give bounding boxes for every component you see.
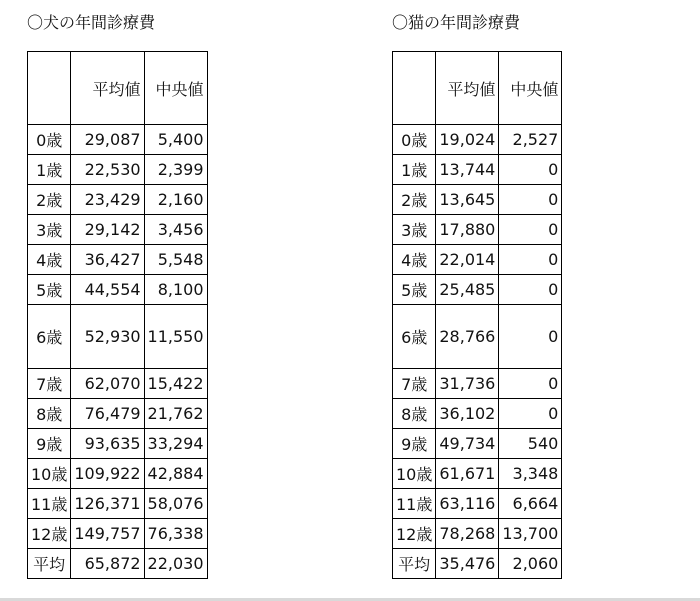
median-value: 0 bbox=[499, 215, 562, 245]
table-row bbox=[28, 125, 208, 155]
table-row bbox=[393, 215, 562, 245]
table-row bbox=[28, 369, 208, 399]
row-label: 平均 bbox=[393, 549, 436, 579]
mean-value: 35,476 bbox=[436, 549, 499, 579]
mean-value: 93,635 bbox=[71, 429, 144, 459]
median-value: 0 bbox=[499, 305, 562, 369]
mean-value: 65,872 bbox=[71, 549, 144, 579]
row-label: 3歳 bbox=[393, 215, 436, 245]
median-value: 5,400 bbox=[144, 125, 207, 155]
dog-cost-table bbox=[27, 51, 208, 579]
mean-value: 23,429 bbox=[71, 185, 144, 215]
median-value: 0 bbox=[499, 155, 562, 185]
table-row bbox=[393, 489, 562, 519]
median-value: 0 bbox=[499, 275, 562, 305]
row-label: 0歳 bbox=[393, 125, 436, 155]
mean-value: 61,671 bbox=[436, 459, 499, 489]
median-value: 8,100 bbox=[144, 275, 207, 305]
mean-value: 31,736 bbox=[436, 369, 499, 399]
row-label: 9歳 bbox=[393, 429, 436, 459]
row-label: 10歳 bbox=[28, 459, 71, 489]
row-label: 4歳 bbox=[393, 245, 436, 275]
median-value: 2,527 bbox=[499, 125, 562, 155]
median-value: 540 bbox=[499, 429, 562, 459]
row-label: 2歳 bbox=[28, 185, 71, 215]
table-row bbox=[393, 429, 562, 459]
row-label: 5歳 bbox=[393, 275, 436, 305]
mean-value: 22,530 bbox=[71, 155, 144, 185]
header-median: 中央値 bbox=[499, 52, 562, 125]
table-row bbox=[28, 275, 208, 305]
mean-value: 36,102 bbox=[436, 399, 499, 429]
table-row bbox=[393, 459, 562, 489]
median-value: 2,160 bbox=[144, 185, 207, 215]
table-row bbox=[28, 489, 208, 519]
row-label: 平均 bbox=[28, 549, 71, 579]
table-row bbox=[393, 245, 562, 275]
median-value: 11,550 bbox=[144, 305, 207, 369]
row-label: 2歳 bbox=[393, 185, 436, 215]
table-row bbox=[28, 185, 208, 215]
row-label: 7歳 bbox=[28, 369, 71, 399]
row-label: 4歳 bbox=[28, 245, 71, 275]
mean-value: 29,142 bbox=[71, 215, 144, 245]
median-value: 2,060 bbox=[499, 549, 562, 579]
header-mean: 平均値 bbox=[71, 52, 144, 125]
mean-value: 13,645 bbox=[436, 185, 499, 215]
header-mean: 平均値 bbox=[436, 52, 499, 125]
mean-value: 22,014 bbox=[436, 245, 499, 275]
table-row bbox=[28, 215, 208, 245]
median-value: 6,664 bbox=[499, 489, 562, 519]
table-row bbox=[393, 305, 562, 369]
cat-table-title: 〇猫の年間診療費 bbox=[392, 13, 521, 32]
mean-value: 19,024 bbox=[436, 125, 499, 155]
median-value: 0 bbox=[499, 185, 562, 215]
row-label: 0歳 bbox=[28, 125, 71, 155]
table-row bbox=[393, 185, 562, 215]
median-value: 5,548 bbox=[144, 245, 207, 275]
median-value: 3,348 bbox=[499, 459, 562, 489]
median-value: 15,422 bbox=[144, 369, 207, 399]
mean-value: 13,744 bbox=[436, 155, 499, 185]
median-value: 33,294 bbox=[144, 429, 207, 459]
median-value: 13,700 bbox=[499, 519, 562, 549]
median-value: 42,884 bbox=[144, 459, 207, 489]
mean-value: 36,427 bbox=[71, 245, 144, 275]
median-value: 0 bbox=[499, 399, 562, 429]
median-value: 0 bbox=[499, 369, 562, 399]
table-row bbox=[28, 399, 208, 429]
table-row bbox=[393, 155, 562, 185]
table-row bbox=[393, 369, 562, 399]
mean-value: 62,070 bbox=[71, 369, 144, 399]
table-header-row bbox=[28, 52, 208, 125]
row-label: 8歳 bbox=[28, 399, 71, 429]
mean-value: 63,116 bbox=[436, 489, 499, 519]
table-row bbox=[393, 399, 562, 429]
mean-value: 76,479 bbox=[71, 399, 144, 429]
mean-value: 29,087 bbox=[71, 125, 144, 155]
row-label: 1歳 bbox=[28, 155, 71, 185]
mean-value: 109,922 bbox=[71, 459, 144, 489]
table-row bbox=[28, 429, 208, 459]
header-age bbox=[393, 52, 436, 125]
header-median: 中央値 bbox=[144, 52, 207, 125]
table-row bbox=[393, 275, 562, 305]
row-label: 5歳 bbox=[28, 275, 71, 305]
mean-value: 44,554 bbox=[71, 275, 144, 305]
dog-table-title: 〇犬の年間診療費 bbox=[27, 13, 156, 32]
table-row bbox=[28, 155, 208, 185]
median-value: 2,399 bbox=[144, 155, 207, 185]
mean-value: 78,268 bbox=[436, 519, 499, 549]
row-label: 10歳 bbox=[393, 459, 436, 489]
row-label: 6歳 bbox=[28, 305, 71, 369]
row-label: 8歳 bbox=[393, 399, 436, 429]
row-label: 7歳 bbox=[393, 369, 436, 399]
table-header-row bbox=[393, 52, 562, 125]
mean-value: 17,880 bbox=[436, 215, 499, 245]
mean-value: 25,485 bbox=[436, 275, 499, 305]
row-label: 11歳 bbox=[393, 489, 436, 519]
table-row bbox=[28, 459, 208, 489]
median-value: 0 bbox=[499, 245, 562, 275]
row-label: 12歳 bbox=[28, 519, 71, 549]
mean-value: 28,766 bbox=[436, 305, 499, 369]
mean-value: 49,734 bbox=[436, 429, 499, 459]
table-row bbox=[393, 519, 562, 549]
row-label: 1歳 bbox=[393, 155, 436, 185]
row-label: 3歳 bbox=[28, 215, 71, 245]
table-row bbox=[28, 305, 208, 369]
median-value: 76,338 bbox=[144, 519, 207, 549]
median-value: 21,762 bbox=[144, 399, 207, 429]
table-row bbox=[393, 549, 562, 579]
table-row bbox=[28, 519, 208, 549]
median-value: 22,030 bbox=[144, 549, 207, 579]
table-row bbox=[28, 549, 208, 579]
mean-value: 52,930 bbox=[71, 305, 144, 369]
median-value: 58,076 bbox=[144, 489, 207, 519]
table-row bbox=[393, 125, 562, 155]
cat-cost-table bbox=[392, 51, 562, 579]
row-label: 12歳 bbox=[393, 519, 436, 549]
header-age bbox=[28, 52, 71, 125]
mean-value: 149,757 bbox=[71, 519, 144, 549]
table-row bbox=[28, 245, 208, 275]
mean-value: 126,371 bbox=[71, 489, 144, 519]
median-value: 3,456 bbox=[144, 215, 207, 245]
row-label: 9歳 bbox=[28, 429, 71, 459]
row-label: 6歳 bbox=[393, 305, 436, 369]
row-label: 11歳 bbox=[28, 489, 71, 519]
